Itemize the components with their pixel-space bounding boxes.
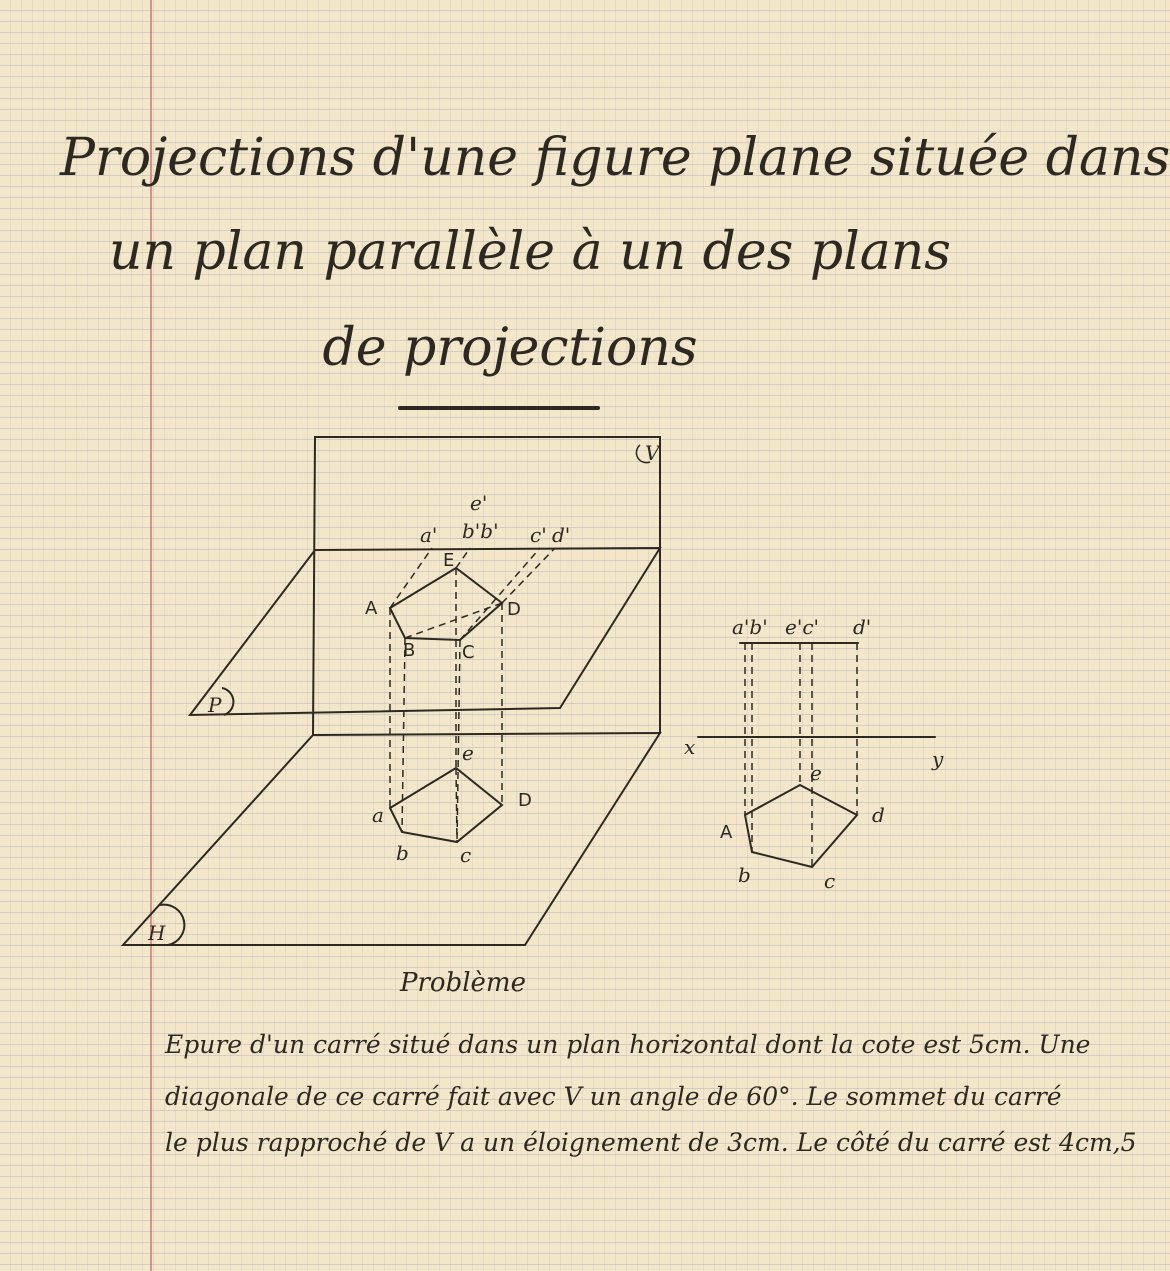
label-right-c: c bbox=[824, 869, 836, 893]
label-lower-c: c bbox=[460, 843, 472, 867]
label-right-ec-prime: e'c' bbox=[785, 615, 820, 639]
title-line-2: un plan parallèle à un des plans bbox=[109, 222, 951, 282]
label-right-A: A bbox=[720, 822, 733, 843]
label-lower-a: a bbox=[372, 803, 384, 827]
plane-h-label: H bbox=[148, 921, 166, 945]
problem-title: Problème bbox=[400, 968, 526, 998]
label-lower-D: D bbox=[518, 790, 532, 811]
upper-pentagon bbox=[390, 568, 502, 640]
problem-text-line-1: Epure d'un carré situé dans un plan horizontal dont la cote est 5cm. Une bbox=[165, 1030, 1091, 1059]
label-right-b: b bbox=[738, 863, 751, 887]
plane-p bbox=[190, 548, 660, 715]
label-d-prime: d' bbox=[552, 523, 571, 547]
label-e-prime: e' bbox=[470, 491, 488, 515]
label-axis-y: y bbox=[932, 747, 944, 771]
label-right-ab-prime: a'b' bbox=[732, 615, 768, 639]
label-right-e: e bbox=[810, 761, 822, 785]
title-line-1: Projections d'une figure plane située dans bbox=[60, 128, 1170, 188]
label-right-d-prime: d' bbox=[853, 615, 872, 639]
label-lower-e: e bbox=[462, 741, 474, 765]
label-right-d: d bbox=[872, 803, 885, 827]
label-lower-b: b bbox=[396, 841, 409, 865]
label-bb-prime: b'b' bbox=[462, 519, 499, 543]
label-upper-C: C bbox=[462, 642, 475, 663]
label-upper-D: D bbox=[507, 599, 521, 620]
label-upper-A: A bbox=[365, 598, 378, 619]
problem-text-line-2: diagonale de ce carré fait avec V un angle de 60°. Le sommet du carré bbox=[165, 1082, 1062, 1111]
plane-p-label: P bbox=[208, 693, 222, 717]
plane-v-label: V bbox=[645, 441, 660, 465]
right-pentagon bbox=[745, 785, 857, 867]
horizontal-plane-h bbox=[123, 733, 660, 945]
label-a-prime: a' bbox=[420, 523, 438, 547]
problem-text-line-3: le plus rapproché de V a un éloignement de 3cm. Le côté du carré est 4cm,5 bbox=[165, 1128, 1137, 1157]
label-upper-B: B bbox=[403, 640, 416, 661]
label-c-prime: c' bbox=[530, 523, 547, 547]
title-line-3: de projections bbox=[322, 318, 698, 378]
label-upper-E: E bbox=[443, 550, 455, 571]
label-axis-x: x bbox=[684, 735, 696, 759]
vertical-plane-v bbox=[313, 437, 660, 735]
lower-pentagon bbox=[390, 768, 502, 842]
